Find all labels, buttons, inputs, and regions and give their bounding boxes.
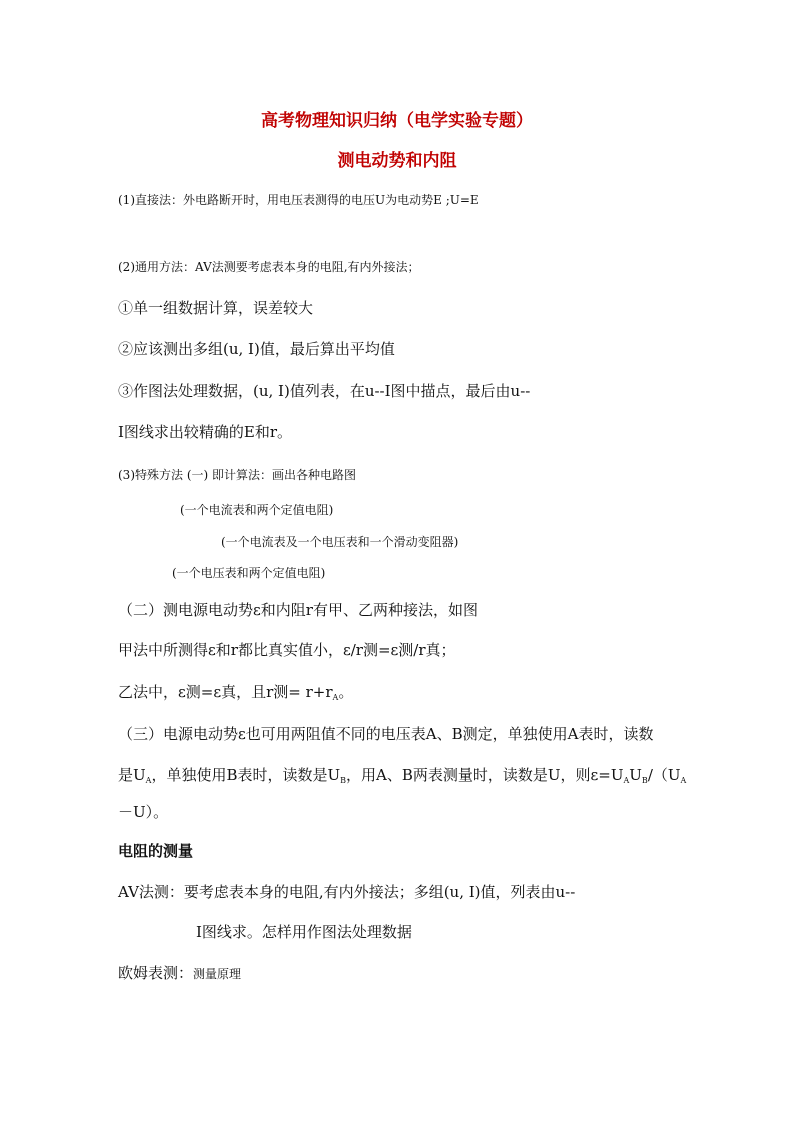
part-three-line-2: 是$U_A$，单独使用B表时，读数是$U_B$，用A、B两表测量时，读数是U，则$\varepsilon=U_AU_B/(U_A$ bbox=[118, 766, 687, 785]
part-three-line-3: －U）。 bbox=[118, 803, 169, 821]
direct-method-paragraph: (1)直接法：外电路断开时，用电压表测得的电压U为电动势E ;U=E bbox=[118, 193, 479, 207]
document-title: 高考物理知识归纳（电学实验专题） bbox=[261, 111, 533, 131]
list-item-graph-method-cont: I图线求出较精确的E和r。 bbox=[118, 423, 293, 441]
list-item-multiple-data: ②应该测出多组(u, I)值，最后算出平均值 bbox=[118, 340, 395, 358]
part-two-line-2: 甲法中所测得ε和r都比真实值小，ε/r测=ε测/r真； bbox=[118, 641, 456, 659]
circuit-caption-3: (一个电压表和两个定值电阻) bbox=[172, 566, 326, 580]
ohmmeter-line: 欧姆表测：测量原理 bbox=[118, 964, 242, 982]
resistance-heading: 电阻的测量 bbox=[118, 842, 194, 860]
part-two-line-3: 乙法中，ε测=ε真，且r测= $r+r_A$。 bbox=[118, 683, 354, 702]
part-two-line-1: （二）测电源电动势ε和内阻r有甲、乙两种接法，如图 bbox=[118, 601, 478, 619]
general-method-paragraph: (2)通用方法：AV法测要考虑表本身的电阻,有内外接法； bbox=[118, 260, 420, 274]
special-method-paragraph: (3)特殊方法 (一) 即计算法：画出各种电路图 bbox=[118, 468, 356, 482]
circuit-caption-2: (一个电流表及一个电压表和一个滑动变阻器) bbox=[221, 535, 459, 549]
av-method-line-1: AV法测：要考虑表本身的电阻,有内外接法；多组(u, I)值，列表由u-- bbox=[118, 883, 576, 901]
av-method-line-2: I图线求。怎样用作图法处理数据 bbox=[196, 923, 412, 941]
document-subtitle: 测电动势和内阻 bbox=[337, 151, 457, 171]
list-item-single-data: ①单一组数据计算，误差较大 bbox=[118, 299, 314, 317]
list-item-graph-method: ③作图法处理数据，(u, I)值列表，在u--I图中描点，最后由u-- bbox=[118, 382, 531, 400]
circuit-caption-1: (一个电流表和两个定值电阻) bbox=[180, 503, 334, 517]
part-three-line-1: （三）电源电动势ε也可用两阻值不同的电压表A、B测定，单独使用A表时，读数 bbox=[118, 725, 654, 743]
